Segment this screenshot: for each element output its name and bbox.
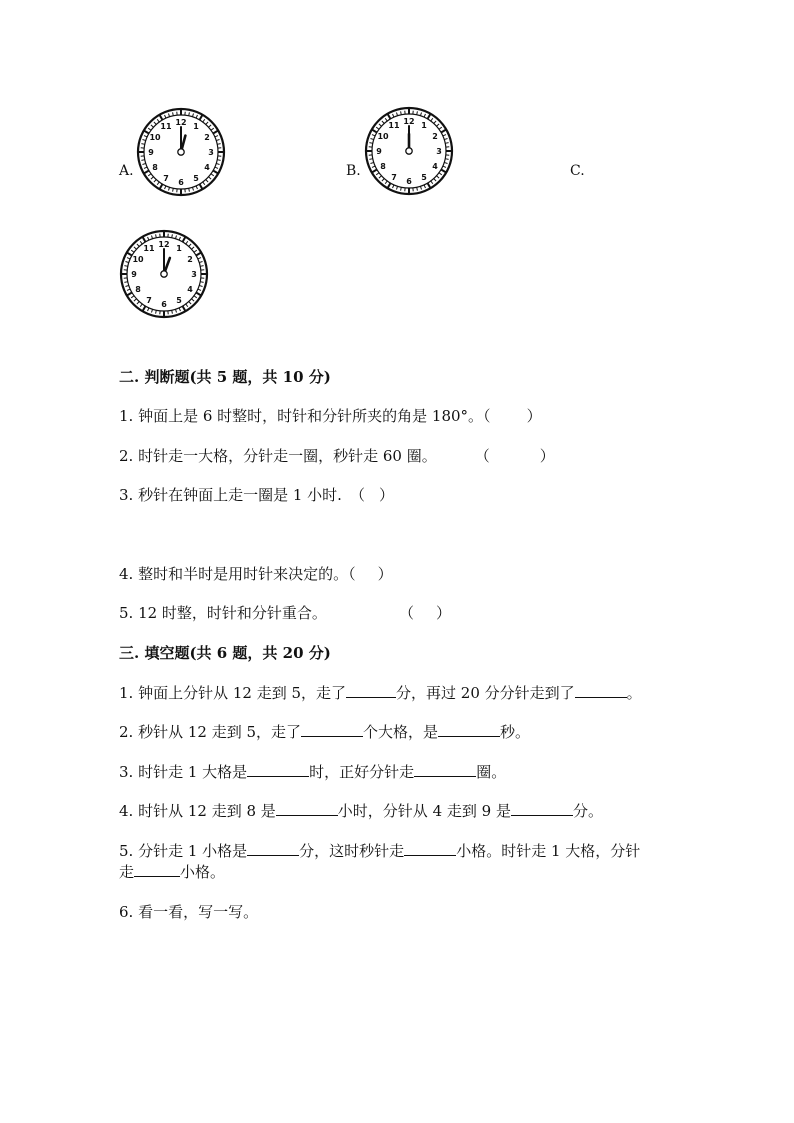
clock-number: 6 — [161, 300, 167, 309]
clock-tick — [445, 159, 448, 160]
clock-number: 1 — [176, 244, 182, 254]
clock-tick — [124, 266, 127, 267]
fill-q1-part1: 1. 钟面上分针从 12 走到 5，走了 — [119, 684, 347, 702]
fill-q2-part3: 秒。 — [500, 723, 531, 741]
fill-q5-part4: 走 — [119, 863, 135, 881]
clock-tick — [200, 282, 203, 283]
option-a-label: A. — [119, 163, 134, 179]
judge-question-2 — [119, 445, 555, 466]
option-c-label: C. — [570, 163, 585, 179]
clock-tick — [189, 112, 190, 115]
fill-q4-part2: 小时，分针从 4 走到 9 是 — [337, 802, 511, 820]
judge-q5-text: 5. 12 时整，时针和分针重合。 — [119, 604, 327, 622]
fill-blank-2b[interactable] — [438, 722, 500, 737]
clock-tick — [401, 111, 402, 114]
fill-blank-4b[interactable] — [511, 801, 573, 816]
judge-q4-close: ） — [377, 565, 393, 583]
fill-blank-5a[interactable] — [247, 841, 299, 856]
judge-question-3 — [119, 484, 394, 505]
clock-number: 9 — [131, 270, 137, 279]
clock-tick — [141, 160, 144, 161]
clock-number: 3 — [191, 270, 197, 279]
clock-center — [406, 148, 412, 154]
fill-blank-3b[interactable] — [414, 762, 476, 777]
clock-tick — [173, 112, 174, 115]
clock-number: 4 — [432, 162, 438, 171]
fill-question-2 — [119, 721, 530, 742]
judge-question-4 — [119, 563, 393, 584]
clock-number: 2 — [204, 133, 210, 142]
clock-number: 3 — [208, 148, 214, 157]
clock-number: 5 — [193, 173, 199, 183]
fill-blank-5c[interactable] — [134, 862, 180, 877]
judge-q5-close: ） — [435, 604, 451, 622]
judge-question-1 — [119, 405, 542, 426]
fill-q2-part1: 2. 秒针从 12 走到 5，走了 — [119, 723, 302, 741]
fill-blank-5b[interactable] — [404, 841, 456, 856]
judge-q5-open: （ — [398, 604, 414, 622]
clock-b-image — [364, 106, 454, 196]
clock-a-image — [136, 107, 226, 197]
fill-q1-part3: 。 — [626, 684, 642, 702]
clock-number: 5 — [176, 295, 182, 305]
fill-question-6: 6. 看一看，写一写。 — [119, 903, 259, 921]
fill-question-5-continued — [119, 861, 225, 882]
fill-q2-part2: 个大格，是 — [363, 723, 439, 741]
clock-number: 5 — [421, 172, 427, 182]
clock-number: 1 — [421, 121, 427, 131]
fill-q4-part1: 4. 时针从 12 走到 8 是 — [119, 802, 276, 820]
clock-number: 7 — [163, 173, 169, 183]
clock-number: 9 — [376, 147, 382, 156]
clock-number: 6 — [178, 178, 184, 187]
judge-q1-close: ） — [526, 407, 542, 425]
fill-blank-4a[interactable] — [276, 801, 338, 816]
clock-number: 9 — [148, 148, 154, 157]
clock-tick — [172, 234, 173, 237]
fill-blank-3a[interactable] — [247, 762, 309, 777]
clock-number: 4 — [204, 163, 210, 172]
fill-blank-2a[interactable] — [301, 722, 363, 737]
clock-number: 7 — [391, 172, 397, 182]
fill-q3-part3: 圈。 — [476, 763, 507, 781]
clock-number: 8 — [152, 163, 158, 172]
clock-tick — [173, 188, 174, 191]
fill-question-1 — [119, 682, 642, 703]
clock-tick — [200, 266, 203, 267]
clock-center — [161, 271, 167, 277]
judge-q3-open: （ — [349, 486, 365, 504]
section3-title: 三. 填空题(共 6 题，共 20 分) — [119, 644, 331, 662]
judge-q4-text: 4. 整时和半时是用时针来决定的。（ — [119, 565, 356, 583]
option-b-label: B. — [346, 163, 361, 179]
clock-number: 8 — [380, 162, 386, 171]
clock-number: 11 — [388, 121, 400, 131]
judge-q2-open: （ — [474, 447, 490, 465]
judge-q1-text: 1. 钟面上是 6 时整时，时针和分针所夹的角是 180°。（ — [119, 407, 491, 425]
fill-q5-part3: 小格。时针走 1 大格，分针 — [456, 842, 641, 860]
clock-number: 8 — [135, 285, 141, 294]
clock-tick — [217, 144, 220, 145]
clock-tick — [401, 187, 402, 190]
clock-number: 12 — [403, 117, 415, 126]
fill-q4-part3: 分。 — [572, 802, 603, 820]
clock-number: 11 — [143, 244, 155, 254]
clock-number: 6 — [406, 177, 412, 186]
judge-q3-text: 3. 秒针在钟面上走一圈是 1 小时. — [119, 486, 342, 504]
clock-number: 1 — [193, 122, 199, 132]
clock-tick — [417, 187, 418, 190]
fill-question-5 — [119, 840, 640, 861]
clock-tick — [124, 282, 127, 283]
clock-tick — [369, 159, 372, 160]
clock-tick — [217, 160, 220, 161]
clock-number: 7 — [146, 295, 152, 305]
judge-q2-close: ） — [539, 447, 555, 465]
clock-center — [178, 149, 184, 155]
fill-blank-1b[interactable] — [575, 683, 627, 698]
clock-number: 2 — [432, 132, 438, 141]
fill-q5-part1: 5. 分针走 1 小格是 — [119, 842, 248, 860]
clock-tick — [141, 144, 144, 145]
judge-q3-close: ） — [378, 486, 394, 504]
clock-tick — [172, 310, 173, 313]
clock-number: 10 — [149, 133, 161, 142]
clock-tick — [189, 188, 190, 191]
clock-number: 3 — [436, 147, 442, 156]
clock-number: 11 — [160, 122, 172, 132]
fill-question-4 — [119, 800, 603, 821]
judge-q2-text: 2. 时针走一大格，分针走一圈，秒针走 60 圈。 — [119, 447, 437, 465]
clock-number: 2 — [187, 255, 193, 264]
fill-question-3 — [119, 761, 506, 782]
clock-number: 10 — [377, 132, 389, 141]
clock-number: 4 — [187, 285, 193, 294]
clock-c-image — [119, 229, 209, 319]
fill-blank-1a[interactable] — [346, 683, 396, 698]
clock-number: 10 — [132, 255, 144, 264]
fill-q5-part5: 小格。 — [180, 863, 226, 881]
clock-number: 12 — [158, 240, 170, 249]
clock-tick — [156, 310, 157, 313]
clock-tick — [445, 143, 448, 144]
clock-tick — [417, 111, 418, 114]
fill-q3-part2: 时，正好分针走 — [309, 763, 415, 781]
judge-question-5 — [119, 602, 451, 623]
clock-tick — [369, 143, 372, 144]
clock-tick — [156, 234, 157, 237]
clock-number: 12 — [175, 118, 187, 127]
fill-q1-part2: 分，再过 20 分分针走到了 — [396, 684, 575, 702]
fill-q3-part1: 3. 时针走 1 大格是 — [119, 763, 248, 781]
fill-q5-part2: 分，这时秒针走 — [299, 842, 405, 860]
section2-title: 二. 判断题(共 5 题，共 10 分) — [119, 368, 331, 386]
